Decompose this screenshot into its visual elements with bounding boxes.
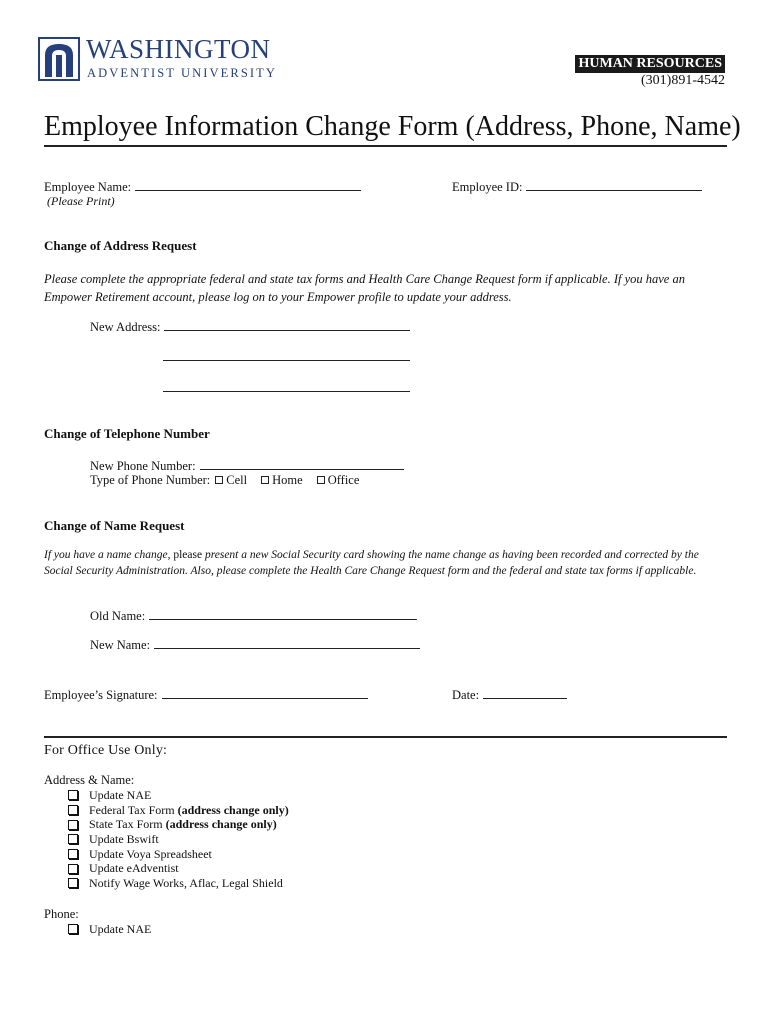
checklist-item-label: State Tax Form [89,817,166,832]
new-phone-field[interactable] [200,458,404,470]
university-logo-arch-icon [38,37,80,81]
name-change-instructions [44,548,724,579]
logo-wordmark: WASHINGTON [86,34,271,64]
department-phone: (301)891-4542 [641,73,725,88]
checklist-item [68,876,289,891]
new-phone-label: New Phone Number: [90,459,196,473]
department-badge: HUMAN RESOURCES [575,55,725,73]
checklist-item-label: Update NAE [89,922,152,936]
checkbox-icon[interactable] [68,834,78,844]
new-name-field[interactable] [154,637,420,649]
cell-option-label: Cell [226,473,248,487]
checklist-item [68,922,151,937]
checklist-item [68,832,289,847]
old-name-row [90,608,417,624]
logo-subtitle: ADVENTIST UNIVERSITY [87,66,278,80]
office-phone-label: Phone: [44,907,79,921]
title-divider [44,145,727,147]
old-name-label: Old Name: [90,609,146,623]
checkbox-icon[interactable] [68,864,78,874]
name-instructions-part-2: , please [167,549,205,561]
new-address-label: New Address: [90,320,161,334]
name-instructions-part-3: present a new Social Security card showing the name change as having been recorded and corrected by the Social Security Administration. Also, please complete the Health Care Change Request form and the federal and state tax forms if applicable. [44,549,699,577]
new-name-row [90,637,420,653]
checklist-item-emphasis: (address change only) [165,817,277,832]
checklist-item-label: Update Voya Spreadsheet [89,846,212,861]
new-address-field-line-2[interactable] [163,350,410,361]
home-checkbox[interactable] [261,476,269,484]
employee-id-row [452,179,702,195]
phone-section-heading: Change of Telephone Number [44,426,210,441]
office-address-checklist [68,788,289,891]
checklist-item-label: Update Bswift [89,832,159,847]
please-print-note: (Please Print) [47,194,115,208]
office-use-title: For Office Use Only: [44,743,168,758]
form-title: Employee Information Change Form (Address, Phone, Name) [44,111,741,142]
checklist-item-label: Update NAE [89,788,152,802]
phone-type-row [90,473,359,488]
old-name-field[interactable] [149,608,417,620]
home-option-label: Home [272,473,303,487]
employee-name-label: Employee Name: [44,180,132,194]
date-field[interactable] [483,687,567,699]
new-phone-row [90,458,404,474]
checklist-item-label: Notify Wage Works, Aflac, Legal Shield [89,876,283,891]
checklist-item [68,817,289,832]
new-address-field-line-3[interactable] [163,381,410,392]
address-instructions: Please complete the appropriate federal and state tax forms and Health Care Change Request form if applicable. If you have an Empower Retirement account, please log on to your Empower profile to update your address. [44,272,685,304]
checklist-item-emphasis: (address change only) [177,802,289,817]
cell-checkbox[interactable] [215,476,223,484]
checklist-item [68,861,289,876]
employee-name-row [44,179,361,195]
new-address-row [90,319,410,335]
signature-field[interactable] [162,687,368,699]
employee-id-field[interactable] [526,179,702,191]
new-address-field-line-1[interactable] [164,319,410,331]
checkbox-icon[interactable] [68,878,78,888]
phone-type-label: Type of Phone Number: [90,473,211,487]
checklist-item-label: Update eAdventist [89,861,179,876]
date-row [452,687,567,703]
employee-name-field[interactable] [135,179,361,191]
name-section-heading: Change of Name Request [44,518,185,533]
checklist-item [68,788,289,803]
office-divider [44,736,727,738]
checklist-item-label: Federal Tax Form [89,802,178,817]
signature-label: Employee’s Signature: [44,688,158,702]
office-phone-checklist [68,922,151,937]
name-instructions-part-1: If you have a name change [44,549,168,561]
checkbox-icon[interactable] [68,849,78,859]
checkbox-icon[interactable] [68,805,78,815]
employee-id-label: Employee ID: [452,180,523,194]
office-option-label: Office [327,473,360,487]
date-label: Date: [452,688,480,702]
new-name-label: New Name: [90,638,151,652]
office-checkbox[interactable] [317,476,325,484]
checkbox-icon[interactable] [68,924,78,934]
address-name-label: Address & Name: [44,773,135,787]
checklist-item [68,803,289,818]
address-section-heading: Change of Address Request [44,238,197,253]
checklist-item [68,847,289,862]
signature-row [44,687,368,703]
checkbox-icon[interactable] [68,790,78,800]
checkbox-icon[interactable] [68,820,78,830]
